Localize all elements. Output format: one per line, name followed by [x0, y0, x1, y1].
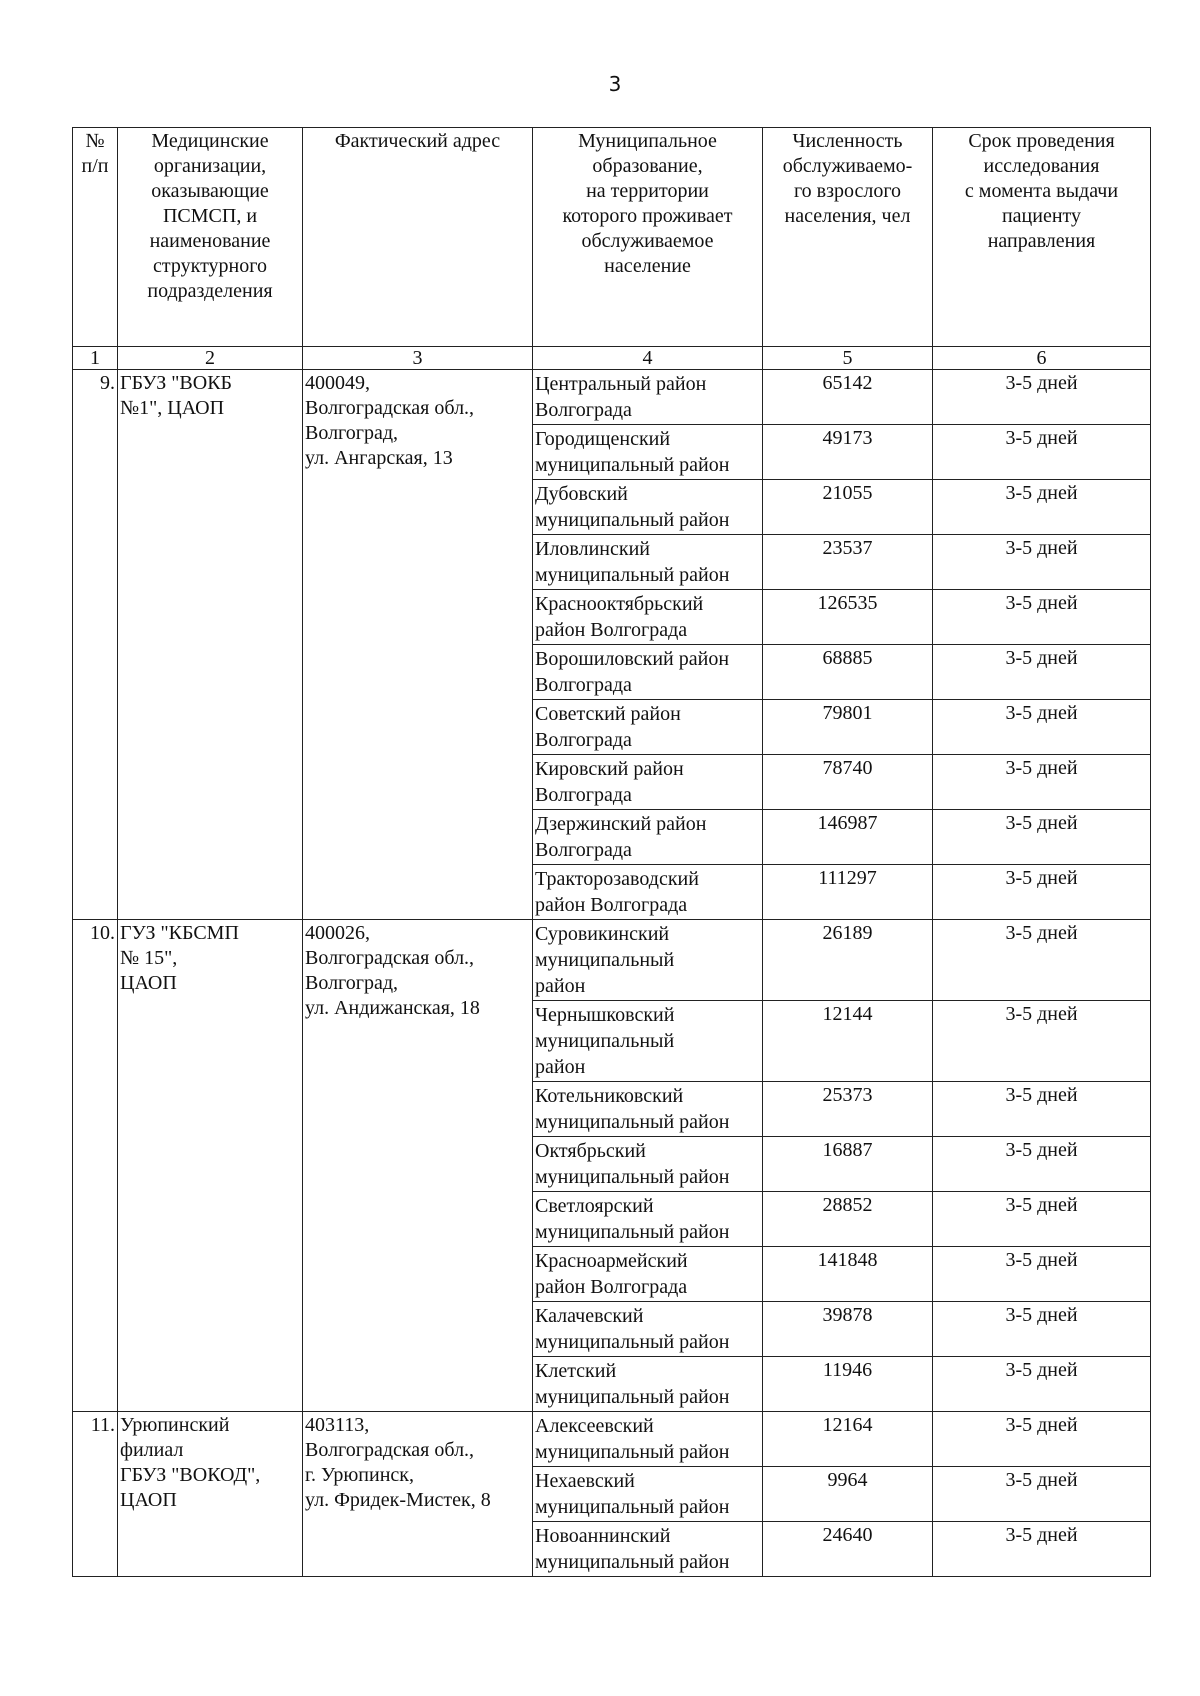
cell-line: филиал [120, 1439, 184, 1461]
cell-line: муниципальный район [535, 509, 730, 531]
cell-line: п/п [81, 155, 109, 177]
cell-line: го взрослого [793, 180, 902, 202]
cell-line: Волгоградская обл., [305, 397, 475, 419]
study-term: 3-5 дней [933, 1412, 1151, 1467]
cell-line: Чернышковский [535, 1004, 675, 1026]
cell-line: подразделения [147, 280, 273, 302]
municipality [533, 1357, 763, 1412]
population: 28852 [763, 1192, 933, 1247]
municipality [533, 865, 763, 920]
population: 23537 [763, 535, 933, 590]
cell-line: муниципальный район [535, 564, 730, 586]
cell-line: район [535, 1056, 586, 1078]
cell-line: 403113, [305, 1414, 370, 1436]
cell-line: которого проживает [562, 205, 733, 227]
organization-name [118, 920, 303, 1412]
cell-line: Дубовский [535, 483, 628, 505]
cell-line: населения, чел [784, 205, 911, 227]
cell-line: Дзержинский район [535, 813, 707, 835]
cell-line: муниципальный [535, 949, 675, 971]
table-row [73, 370, 1151, 425]
study-term: 3-5 дней [933, 1522, 1151, 1577]
cell-line: пациенту [1001, 205, 1082, 227]
cell-line: район Волгограда [535, 894, 688, 916]
organization-address [303, 370, 533, 920]
cell-line: обслуживаемо- [782, 155, 913, 177]
cell-line: район Волгограда [535, 619, 688, 641]
population: 111297 [763, 865, 933, 920]
cell-line: на территории [586, 180, 709, 202]
municipality [533, 755, 763, 810]
cell-line: Центральный район [535, 373, 707, 395]
header-population [763, 128, 933, 347]
cell-line: структурного [153, 255, 267, 277]
cell-line: муниципальный район [535, 454, 730, 476]
population: 9964 [763, 1467, 933, 1522]
header-term [933, 128, 1151, 347]
cell-line: Тракторозаводский [535, 868, 699, 890]
cell-line: ул. Фридек-Мистек, 8 [305, 1489, 491, 1511]
study-term: 3-5 дней [933, 1247, 1151, 1302]
municipality [533, 1082, 763, 1137]
column-number: 5 [763, 347, 933, 370]
cell-line: Волгоградская обл., [305, 1439, 475, 1461]
cell-line: Волгограда [535, 729, 632, 751]
cell-line: Волгограда [535, 399, 632, 421]
cell-line: муниципальный район [535, 1386, 730, 1408]
cell-line: оказывающие [151, 180, 269, 202]
cell-line: ЦАОП [120, 972, 177, 994]
organization-name [118, 370, 303, 920]
study-term: 3-5 дней [933, 480, 1151, 535]
column-number: 4 [533, 347, 763, 370]
municipality [533, 1192, 763, 1247]
cell-line: ПСМСП, и [162, 205, 258, 227]
cell-line: Фактический адрес [334, 130, 501, 152]
cell-line: Калачевский [535, 1305, 644, 1327]
column-number: 1 [73, 347, 118, 370]
cell-line: ул. Ангарская, 13 [305, 447, 453, 469]
cell-line: муниципальный район [535, 1551, 730, 1573]
population: 21055 [763, 480, 933, 535]
cell-line: муниципальный район [535, 1111, 730, 1133]
cell-line: организации, [153, 155, 267, 177]
cell-line: муниципальный район [535, 1441, 730, 1463]
population: 141848 [763, 1247, 933, 1302]
municipality [533, 810, 763, 865]
study-term: 3-5 дней [933, 1082, 1151, 1137]
cell-line: ГБУЗ "ВОКБ [120, 372, 233, 394]
cell-line: Клетский [535, 1360, 617, 1382]
cell-line: 400026, [305, 922, 370, 944]
study-term: 3-5 дней [933, 1302, 1151, 1357]
table-body [73, 370, 1151, 1577]
cell-line: Волгоград, [305, 972, 399, 994]
municipality [533, 1001, 763, 1082]
cell-line: образование, [592, 155, 703, 177]
study-term: 3-5 дней [933, 645, 1151, 700]
cell-line: Алексеевский [535, 1415, 654, 1437]
municipality [533, 700, 763, 755]
municipality [533, 1412, 763, 1467]
cell-line: ГБУЗ "ВОКОД", [120, 1464, 261, 1486]
header-municipality [533, 128, 763, 347]
cell-line: 400049, [305, 372, 370, 394]
cell-line: Светлоярский [535, 1195, 654, 1217]
population: 65142 [763, 370, 933, 425]
cell-line: ЦАОП [120, 1489, 177, 1511]
cell-line: исследования [983, 155, 1100, 177]
cell-line: муниципальный район [535, 1496, 730, 1518]
cell-line: Котельниковский [535, 1085, 684, 1107]
cell-line: ул. Андижанская, 18 [305, 997, 480, 1019]
cell-line: Нехаевский [535, 1470, 635, 1492]
column-number: 3 [303, 347, 533, 370]
population: 79801 [763, 700, 933, 755]
study-term: 3-5 дней [933, 700, 1151, 755]
cell-line: №1", ЦАОП [120, 397, 225, 419]
population: 24640 [763, 1522, 933, 1577]
mo-table [72, 127, 1151, 1577]
organization-address [303, 920, 533, 1412]
study-term: 3-5 дней [933, 1357, 1151, 1412]
population: 126535 [763, 590, 933, 645]
organization-name [118, 1412, 303, 1577]
table-header [73, 128, 1151, 370]
row-number: 11. [73, 1412, 118, 1577]
cell-line: Октябрьский [535, 1140, 646, 1162]
header-number [73, 128, 118, 347]
study-term: 3-5 дней [933, 1192, 1151, 1247]
municipality [533, 480, 763, 535]
column-number: 2 [118, 347, 303, 370]
cell-line: Муниципальное [578, 130, 717, 152]
row-number: 10. [73, 920, 118, 1412]
population: 26189 [763, 920, 933, 1001]
study-term: 3-5 дней [933, 1467, 1151, 1522]
cell-line: г. Урюпинск, [305, 1464, 414, 1486]
study-term: 3-5 дней [933, 1001, 1151, 1082]
study-term: 3-5 дней [933, 425, 1151, 480]
cell-line: Волгограда [535, 839, 632, 861]
population: 68885 [763, 645, 933, 700]
header-organization [118, 128, 303, 347]
table-row [73, 920, 1151, 1001]
study-term: 3-5 дней [933, 590, 1151, 645]
cell-line: Волгоградская обл., [305, 947, 475, 969]
population: 146987 [763, 810, 933, 865]
cell-line: муниципальный район [535, 1331, 730, 1353]
study-term: 3-5 дней [933, 810, 1151, 865]
municipality [533, 1522, 763, 1577]
cell-line: № [85, 130, 105, 152]
cell-line: направления [987, 230, 1096, 252]
column-number: 6 [933, 347, 1151, 370]
cell-line: Новоаннинский [535, 1525, 671, 1547]
organization-address [303, 1412, 533, 1577]
cell-line: ГУЗ "КБСМП [120, 922, 239, 944]
header-address [303, 128, 533, 347]
cell-line: район [535, 975, 586, 997]
municipality [533, 645, 763, 700]
study-term: 3-5 дней [933, 1137, 1151, 1192]
table-row [73, 1412, 1151, 1467]
page-number: 3 [608, 72, 622, 96]
cell-line: Ворошиловский район [535, 648, 730, 670]
cell-line: Срок проведения [968, 130, 1115, 152]
cell-line: Урюпинский [120, 1414, 230, 1436]
cell-line: Волгограда [535, 674, 632, 696]
cell-line: Красноармейский [535, 1250, 688, 1272]
cell-line: Кировский район [535, 758, 684, 780]
cell-line: Волгоград, [305, 422, 399, 444]
population: 11946 [763, 1357, 933, 1412]
cell-line: муниципальный район [535, 1166, 730, 1188]
cell-line: Городищенский [535, 428, 671, 450]
row-number: 9. [73, 370, 118, 920]
municipality [533, 425, 763, 480]
cell-line: Численность [792, 130, 903, 152]
study-term: 3-5 дней [933, 755, 1151, 810]
cell-line: Волгограда [535, 784, 632, 806]
cell-line: обслуживаемое [581, 230, 714, 252]
cell-line: с момента выдачи [964, 180, 1119, 202]
population: 49173 [763, 425, 933, 480]
municipality [533, 590, 763, 645]
cell-line: Суровикинский [535, 923, 670, 945]
cell-line: Иловлинский [535, 538, 650, 560]
cell-line: наименование [149, 230, 271, 252]
municipality [533, 1247, 763, 1302]
municipality [533, 1302, 763, 1357]
municipality [533, 1137, 763, 1192]
population: 16887 [763, 1137, 933, 1192]
cell-line: Советский район [535, 703, 681, 725]
cell-line: население [604, 255, 691, 277]
study-term: 3-5 дней [933, 370, 1151, 425]
population: 39878 [763, 1302, 933, 1357]
municipality [533, 920, 763, 1001]
cell-line: район Волгограда [535, 1276, 688, 1298]
cell-line: Краснооктябрьский [535, 593, 704, 615]
population: 78740 [763, 755, 933, 810]
population: 25373 [763, 1082, 933, 1137]
study-term: 3-5 дней [933, 920, 1151, 1001]
cell-line: № 15", [120, 947, 178, 969]
cell-line: Медицинские [151, 130, 269, 152]
cell-line: муниципальный район [535, 1221, 730, 1243]
cell-line: муниципальный [535, 1030, 675, 1052]
study-term: 3-5 дней [933, 865, 1151, 920]
municipality [533, 370, 763, 425]
municipality [533, 1467, 763, 1522]
municipality [533, 535, 763, 590]
population: 12144 [763, 1001, 933, 1082]
population: 12164 [763, 1412, 933, 1467]
study-term: 3-5 дней [933, 535, 1151, 590]
